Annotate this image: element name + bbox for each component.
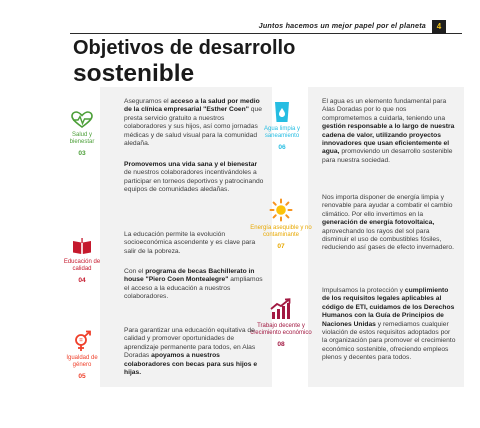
goal-05-label: Igualdad de género bbox=[66, 355, 98, 369]
goal-03-text-b bbox=[124, 161, 266, 195]
goal-06-text-segment: El agua es un elemento fundamental para Alas Doradas por lo que nos comprometemos a cuidarla, teniendo una bbox=[322, 98, 447, 122]
goal-03-label: Salud y bienestar bbox=[69, 132, 95, 146]
goal-08-text bbox=[322, 287, 456, 363]
goal-04-text-b-segment: ampliamos el acceso a la educación a nuestros colaboradores. bbox=[124, 276, 263, 301]
goal-03-text-a-segment: acceso a la salud por medio de la clínica empresarial "Esther Coen" bbox=[124, 98, 260, 114]
goal-05-number: 05 bbox=[78, 373, 86, 381]
title-line-1: Objetivos de desarrollo bbox=[73, 37, 296, 59]
page-header bbox=[0, 20, 462, 34]
gender-icon bbox=[60, 330, 104, 352]
goal-05-text-segment: Para garantizar una educación equitativa de calidad y promover oportunidades de aprendizaje permanente para todos, en Alas Doradas bbox=[124, 327, 256, 360]
goal-08-label: Trabajo decente y crecimiento económico bbox=[250, 323, 312, 337]
goal-04-number: 04 bbox=[78, 277, 86, 285]
page-number: 4 bbox=[432, 20, 446, 34]
goal-04-text-b bbox=[124, 268, 266, 302]
goal-08-number: 08 bbox=[277, 341, 285, 349]
goal-04-text-a-segment: La educación permite la evolución socioeconómica ascendente y es clave para salir de la pobreza. bbox=[124, 231, 256, 255]
book-icon bbox=[60, 238, 104, 256]
header-rule bbox=[70, 33, 462, 34]
goal-04-label: Educación de calidad bbox=[63, 259, 101, 273]
goal-07-number: 07 bbox=[277, 243, 285, 251]
goal-05-block bbox=[60, 330, 104, 380]
goal-08-text-segment: cumplimiento de los requisitos legales aplicables al código de ETI, cuidamos de los Derechos Humanos con la Guía de Principios de Naciones Unidas bbox=[322, 287, 455, 328]
goal-07-text-segment: aprovechando los rayos del sol para disminuir el uso de combustibles fósiles, reduciendo así gases de efecto invernadero. bbox=[322, 227, 454, 252]
sun-icon bbox=[250, 198, 312, 222]
goal-06-text-segment: promoviendo un desarrollo sostenible para nuestra sociedad. bbox=[322, 148, 453, 164]
goal-08-text-segment: y remediamos cualquier violación de estos requisitos adoptados por la organización para promover el crecimiento económico sostenible, ofreciendo empleos plenos y decentes para todos. bbox=[322, 320, 456, 362]
goal-03-text-a bbox=[124, 98, 266, 148]
goal-03-block bbox=[60, 111, 104, 157]
goal-05-text-segment: apoyamos a nuestros colaboradores con becas para sus hijos e hijas. bbox=[124, 352, 258, 377]
goal-04-text-b-segment: Con el bbox=[124, 268, 146, 275]
goal-03-number: 03 bbox=[78, 150, 86, 158]
header-tagline: Juntos hacemos un mejor papel por el planeta bbox=[258, 21, 426, 30]
goal-06-text bbox=[322, 98, 456, 165]
svg-text:=: = bbox=[79, 338, 83, 345]
goal-07-label: Energía asequible y no contaminante bbox=[250, 225, 312, 239]
goal-03-text-a-segment: que presta servicio gratuito a nuestros colaboradores y sus hijos, así como jornadas médicas y de salud visual para la comunidad aledaña. bbox=[124, 106, 262, 148]
goal-06-text-segment: gestión responsable a lo largo de nuestra cadena de valor, utilizando proyectos innovadores que usan eficientemente el agua, bbox=[322, 123, 455, 156]
goal-04-text-b-segment: programa de becas Bachillerato in house "Piero Coen Montealegre" bbox=[124, 268, 255, 284]
goal-03-text-b-segment: de nuestros colaboradores incentivándoles a participar en torneos deportivos y patrocinando equipos de comunidades aledañas. bbox=[124, 169, 264, 194]
goal-08-text-segment: Impulsamos la protección y bbox=[322, 287, 405, 294]
goal-07-text bbox=[322, 194, 456, 253]
goal-06-number: 06 bbox=[278, 144, 286, 152]
page-title bbox=[73, 38, 295, 87]
goal-07-text-segment: Nos importa disponer de energía limpia y renovable para ayudar a combatir el cambio climático. Por ello invertimos en la bbox=[322, 194, 453, 218]
goal-03-text-a-segment: Aseguramos el bbox=[124, 98, 171, 105]
goal-03-text-b-segment: Promovemos una vida sana y el bienestar bbox=[124, 161, 258, 168]
heartbeat-icon bbox=[60, 111, 104, 129]
goal-04-block bbox=[60, 238, 104, 284]
title-line-2: sostenible bbox=[73, 60, 195, 87]
goal-06-label: Agua limpia y saneamiento bbox=[263, 126, 301, 140]
goal-04-text-a bbox=[124, 231, 266, 256]
goal-05-text bbox=[124, 327, 266, 377]
goal-07-text-segment: generación de energía fotovoltaica, bbox=[322, 219, 435, 227]
